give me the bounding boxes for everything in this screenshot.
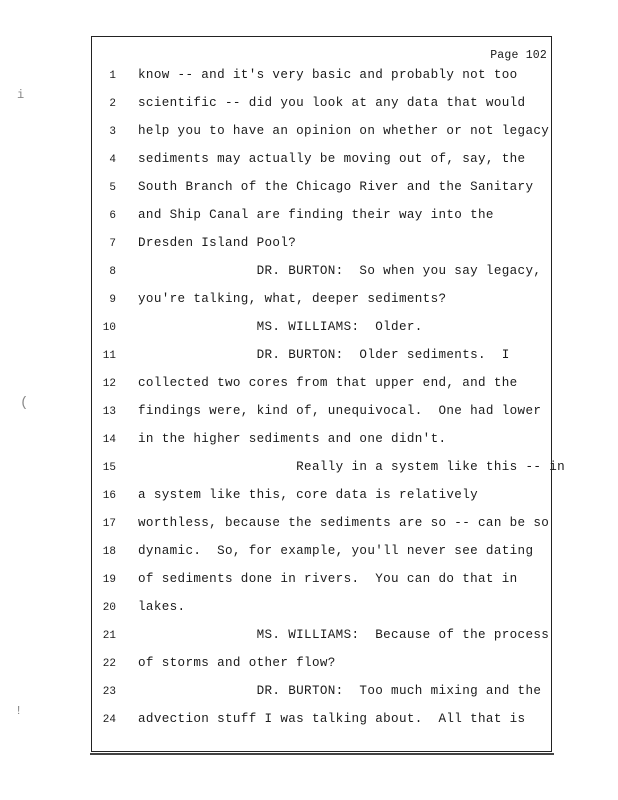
line-number: 7 <box>109 238 116 250</box>
transcript-line <box>92 348 553 368</box>
line-text: lakes. <box>138 600 186 614</box>
page-number: Page 102 <box>490 49 547 62</box>
line-number: 13 <box>102 406 116 418</box>
transcript-line <box>92 208 553 228</box>
line-number: 14 <box>102 434 116 446</box>
line-text: findings were, kind of, unequivocal. One had lower <box>138 404 542 418</box>
line-text: South Branch of the Chicago River and the Sanitary <box>138 180 534 194</box>
transcript-line <box>92 628 553 648</box>
transcript-line <box>92 516 553 536</box>
line-text: DR. BURTON: Older sediments. I <box>138 348 510 362</box>
line-number: 16 <box>102 490 116 502</box>
line-number: 19 <box>102 574 116 586</box>
line-text: MS. WILLIAMS: Because of the process <box>138 628 550 642</box>
line-number: 3 <box>109 126 116 138</box>
hole-punch-mark: ( <box>20 395 29 411</box>
transcript-line <box>92 124 553 144</box>
transcript-line <box>92 600 553 620</box>
line-text: of sediments done in rivers. You can do that in <box>138 572 518 586</box>
line-number: 4 <box>109 154 116 166</box>
transcript-line <box>92 68 553 88</box>
line-text: worthless, because the sediments are so -- can be so <box>138 516 550 530</box>
transcript-line <box>92 404 553 424</box>
transcript-line <box>92 460 566 480</box>
transcript-line <box>92 488 553 508</box>
line-number: 2 <box>109 98 116 110</box>
line-text: Really in a system like this -- in <box>138 460 566 474</box>
line-number: 22 <box>102 658 116 670</box>
line-number: 5 <box>109 182 116 194</box>
line-number: 21 <box>102 630 116 642</box>
line-text: know -- and it's very basic and probably not too <box>138 68 518 82</box>
transcript-line <box>92 96 553 116</box>
transcript-line <box>92 292 553 312</box>
margin-mark: ! <box>15 704 23 718</box>
line-number: 1 <box>109 70 116 82</box>
line-number: 24 <box>102 714 116 726</box>
transcript-line <box>92 180 553 200</box>
line-text: a system like this, core data is relatively <box>138 488 479 502</box>
line-number: 15 <box>102 462 116 474</box>
line-number: 20 <box>102 602 116 614</box>
margin-mark: i <box>17 88 25 102</box>
line-text: in the higher sediments and one didn't. <box>138 432 447 446</box>
line-number: 17 <box>102 518 116 530</box>
transcript-line <box>92 684 553 704</box>
line-number: 10 <box>102 322 116 334</box>
transcript-line <box>92 572 553 592</box>
line-number: 23 <box>102 686 116 698</box>
transcript-line <box>92 376 553 396</box>
line-text: of storms and other flow? <box>138 656 336 670</box>
transcript-line <box>92 236 553 256</box>
transcript-line <box>92 264 553 284</box>
line-number: 11 <box>102 350 116 362</box>
line-text: you're talking, what, deeper sediments? <box>138 292 447 306</box>
transcript-line <box>92 152 553 172</box>
line-text: collected two cores from that upper end, and the <box>138 376 518 390</box>
transcript-line <box>92 320 553 340</box>
transcript-line <box>92 712 553 732</box>
line-text: Dresden Island Pool? <box>138 236 297 250</box>
line-number: 8 <box>109 266 116 278</box>
line-text: dynamic. So, for example, you'll never see dating <box>138 544 534 558</box>
line-text: advection stuff I was talking about. All that is <box>138 712 526 726</box>
line-text: help you to have an opinion on whether or not legacy <box>138 124 550 138</box>
line-text: MS. WILLIAMS: Older. <box>138 320 423 334</box>
transcript-line <box>92 432 553 452</box>
line-number: 6 <box>109 210 116 222</box>
transcript-page <box>91 36 566 752</box>
line-number: 18 <box>102 546 116 558</box>
line-text: scientific -- did you look at any data that would <box>138 96 526 110</box>
transcript-line <box>92 656 553 676</box>
line-text: and Ship Canal are finding their way into the <box>138 208 494 222</box>
line-text: sediments may actually be moving out of, say, the <box>138 152 526 166</box>
line-number: 9 <box>109 294 116 306</box>
transcript-line <box>92 544 553 564</box>
line-text: DR. BURTON: Too much mixing and the <box>138 684 542 698</box>
line-number: 12 <box>102 378 116 390</box>
line-text: DR. BURTON: So when you say legacy, <box>138 264 542 278</box>
